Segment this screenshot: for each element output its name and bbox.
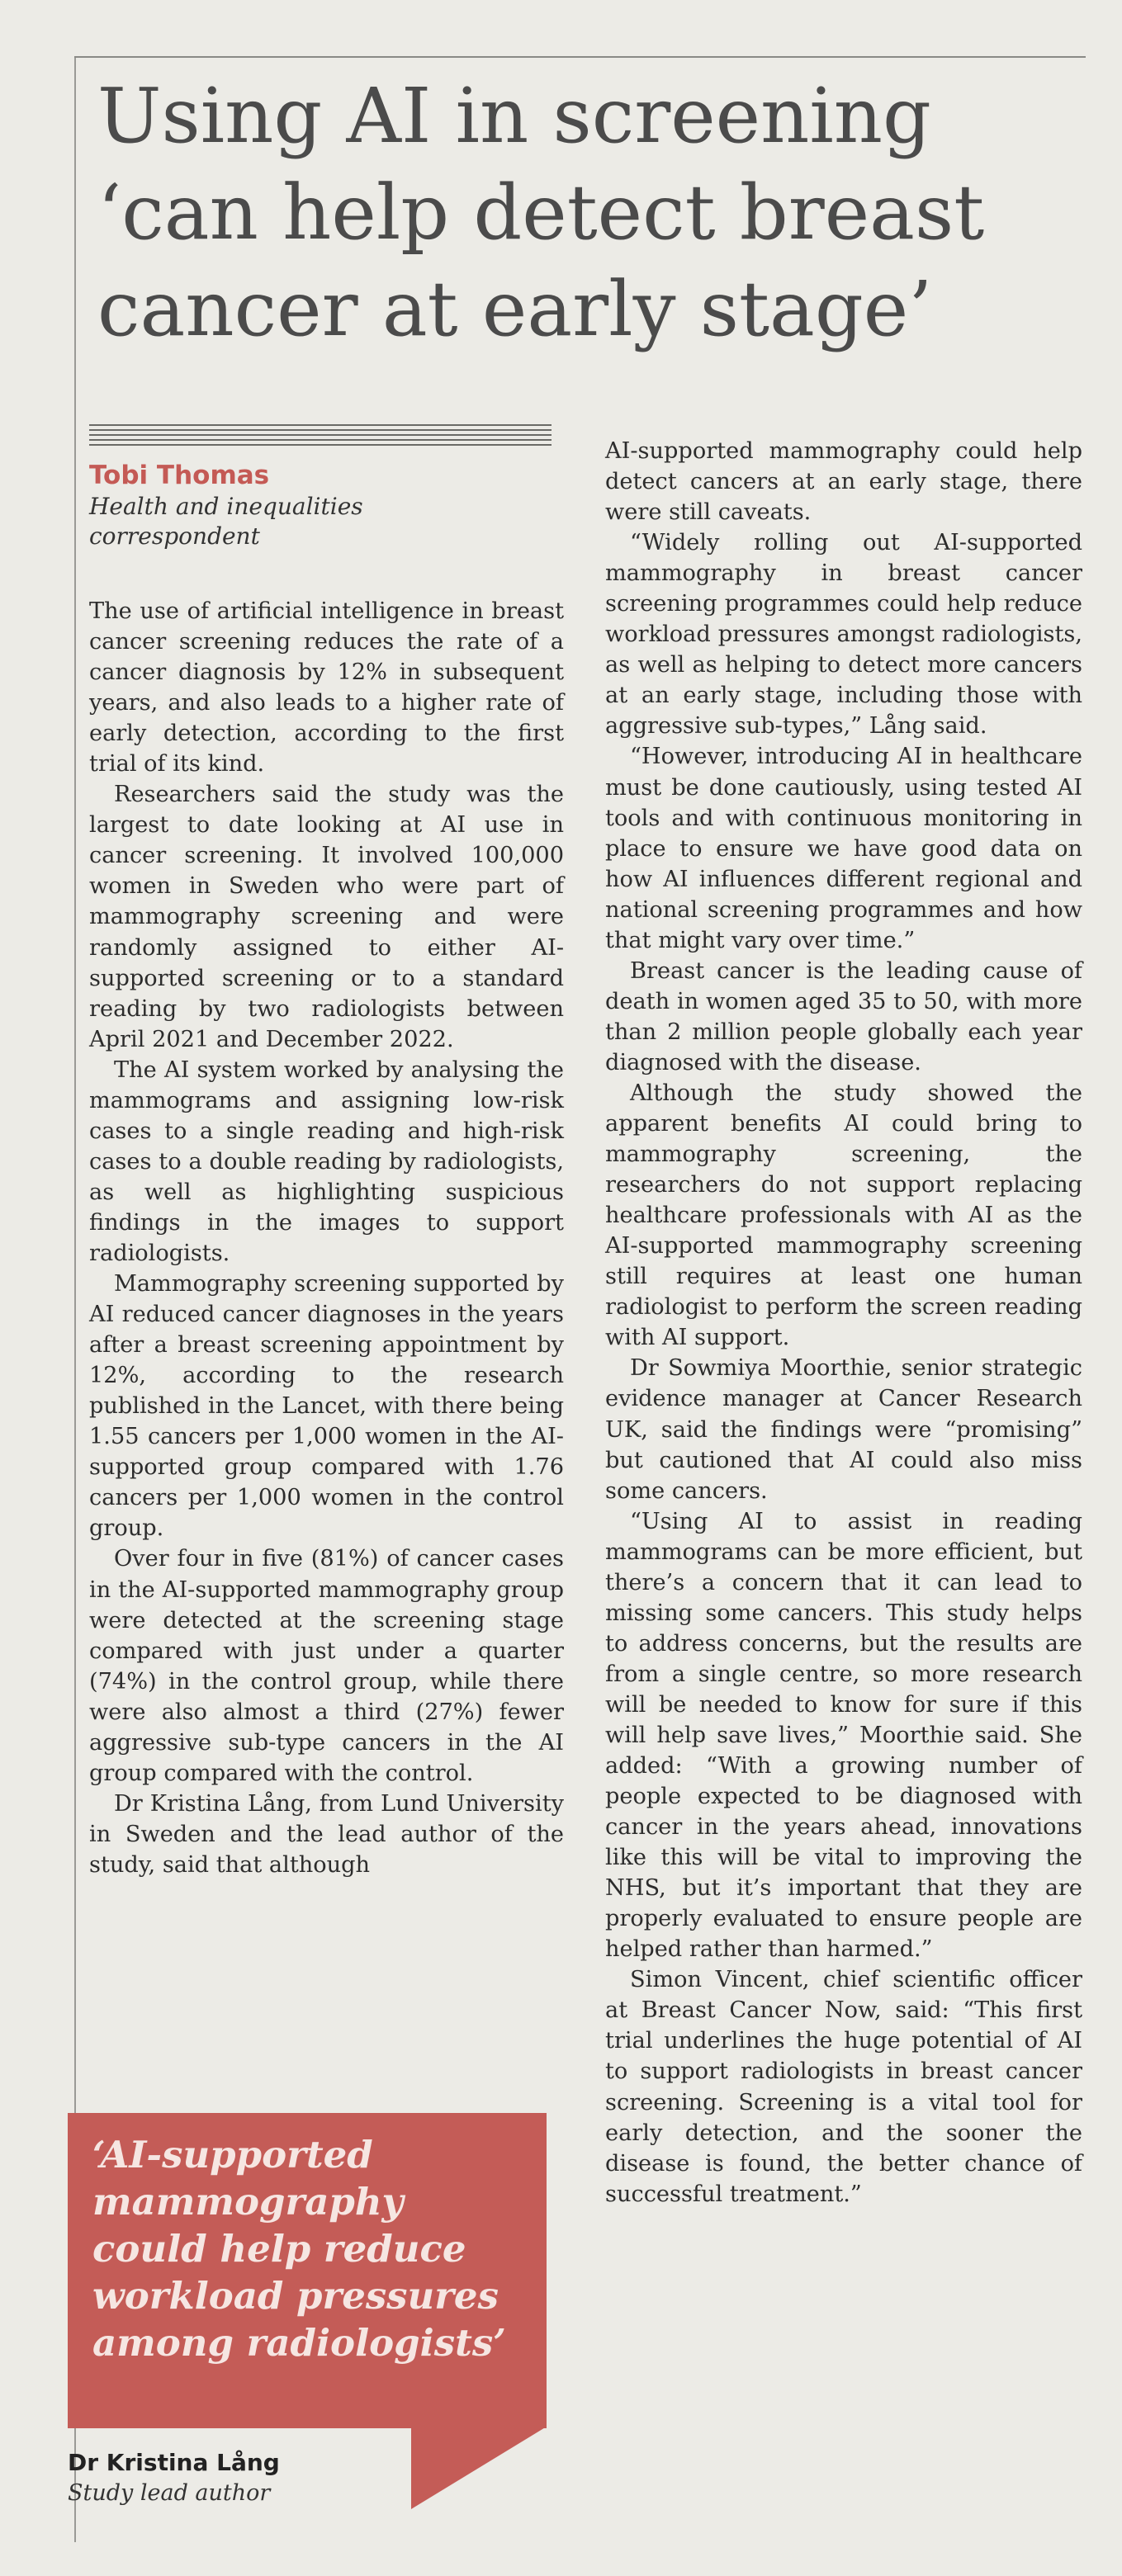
- headline-line-1: Using AI in screening: [97, 72, 931, 160]
- pullquote-tail: [411, 2427, 547, 2509]
- paragraph: Dr Sowmiya Moorthie, senior strategic evidence manager at Cancer Research UK, said the findings were “promising” but cautioned that AI could also miss some cancers.: [605, 1355, 1082, 1504]
- pullquote-box: [68, 2113, 547, 2428]
- pullquote-name: Dr Kristina Lång: [68, 2449, 280, 2476]
- paragraph: Mammography screening supported by AI reduced cancer diagnoses in the years after a breast screening appointment by 12%, according to the research published in the Lancet, with there being 1.55 cancers per 1,000 women in the AI-supported group compared with 1.76 cancers per 1,000 women in the control group.: [89, 1271, 564, 1542]
- paragraph: “However, introducing AI in healthcare must be done cautiously, using tested AI tools and with continuous monitoring in place to ensure we have good data on how AI influences different regional and national screening programmes and how that might vary over time.”: [605, 744, 1082, 953]
- byline: [89, 459, 552, 551]
- paragraph: AI-supported mammography could help detect cancers at an early stage, there were still caveats.: [605, 438, 1082, 526]
- article-column-2: [605, 436, 1082, 2210]
- top-rule: [74, 56, 1086, 58]
- paragraph: Simon Vincent, chief scientific officer at Breast Cancer Now, said: “This first trial underlines the huge potential of AI to support radiologists in breast cancer screening. Screening is a vital tool for early detection, and the sooner the disease is found, the better chance of successful treatment.”: [605, 1967, 1082, 2207]
- byline-hatch-rule: [89, 424, 552, 449]
- pullquote-title: Study lead author: [68, 2480, 271, 2506]
- headline-line-3: cancer at early stage’: [97, 265, 933, 353]
- paragraph: “Using AI to assist in reading mammograms can be more efficient, but there’s a concern that it can lead to missing some cancers. This study helps to address concerns, but the results are from a single centre, so more research will be needed to know for sure if this will help save lives,” Moorthie said. She added: “With a growing number of people expected to be diagnosed with cancer in the years ahead, innovations like this will be vital to improving the NHS, but it’s important that they are properly evaluated to ensure people are helped rather than harmed.”: [605, 1508, 1082, 1963]
- byline-author: Tobi Thomas: [89, 461, 270, 490]
- paragraph: “Widely rolling out AI-supported mammography in breast cancer screening programmes could help reduce workload pressures amongst radiologists, as well as helping to detect more cancers at an early stage, including those with aggressive sub-types,” Lång said.: [605, 530, 1082, 740]
- pullquote-attribution: [68, 2447, 398, 2508]
- paragraph: Over four in five (81%) of cancer cases in the AI-supported mammography group were detected at the screening stage compared with just under a quarter (74%) in the control group, while there were also almost a third (27%) fewer aggressive sub-type cancers in the AI group compared with the control.: [89, 1546, 564, 1786]
- paragraph: The AI system worked by analysing the mammograms and assigning low-risk cases to a single reading and high-risk cases to a double reading by radiologists, as well as highlighting suspicious findings in the images to support radiologists.: [89, 1056, 564, 1266]
- article-column-1: [89, 596, 564, 1880]
- paragraph: Although the study showed the apparent benefits AI could bring to mammography screening, the researchers do not support replacing healthcare professionals with AI as the AI-supported mammography screening still requires at least one human radiologist to perform the screen reading with AI support.: [605, 1080, 1082, 1351]
- paragraph: Dr Kristina Lång, from Lund University in Sweden and the lead author of the study, said that although: [89, 1790, 564, 1878]
- byline-role: Health and inequalities correspondent: [89, 493, 363, 550]
- paragraph: Researchers said the study was the largest to date looking at AI use in cancer screening. It involved 100,000 women in Sweden who were part of mammography screening and were randomly assigned to either AI-supported screening or to a standard reading by two radiologists between April 2021 and December 2022.: [89, 782, 564, 1052]
- headline-line-2: ‘can help detect breast: [97, 168, 985, 257]
- paragraph: The use of artificial intelligence in breast cancer screening reduces the rate of a cancer diagnosis by 12% in subsequent years, and also leads to a higher rate of early detection, according to the first trial of its kind.: [89, 598, 564, 778]
- pullquote-text: ‘AI-supported mammography could help reduce workload pressures among radiologists’: [92, 2133, 506, 2365]
- paragraph: Breast cancer is the leading cause of death in women aged 35 to 50, with more than 2 million people globally each year diagnosed with the disease.: [605, 957, 1082, 1075]
- headline: [97, 68, 1088, 357]
